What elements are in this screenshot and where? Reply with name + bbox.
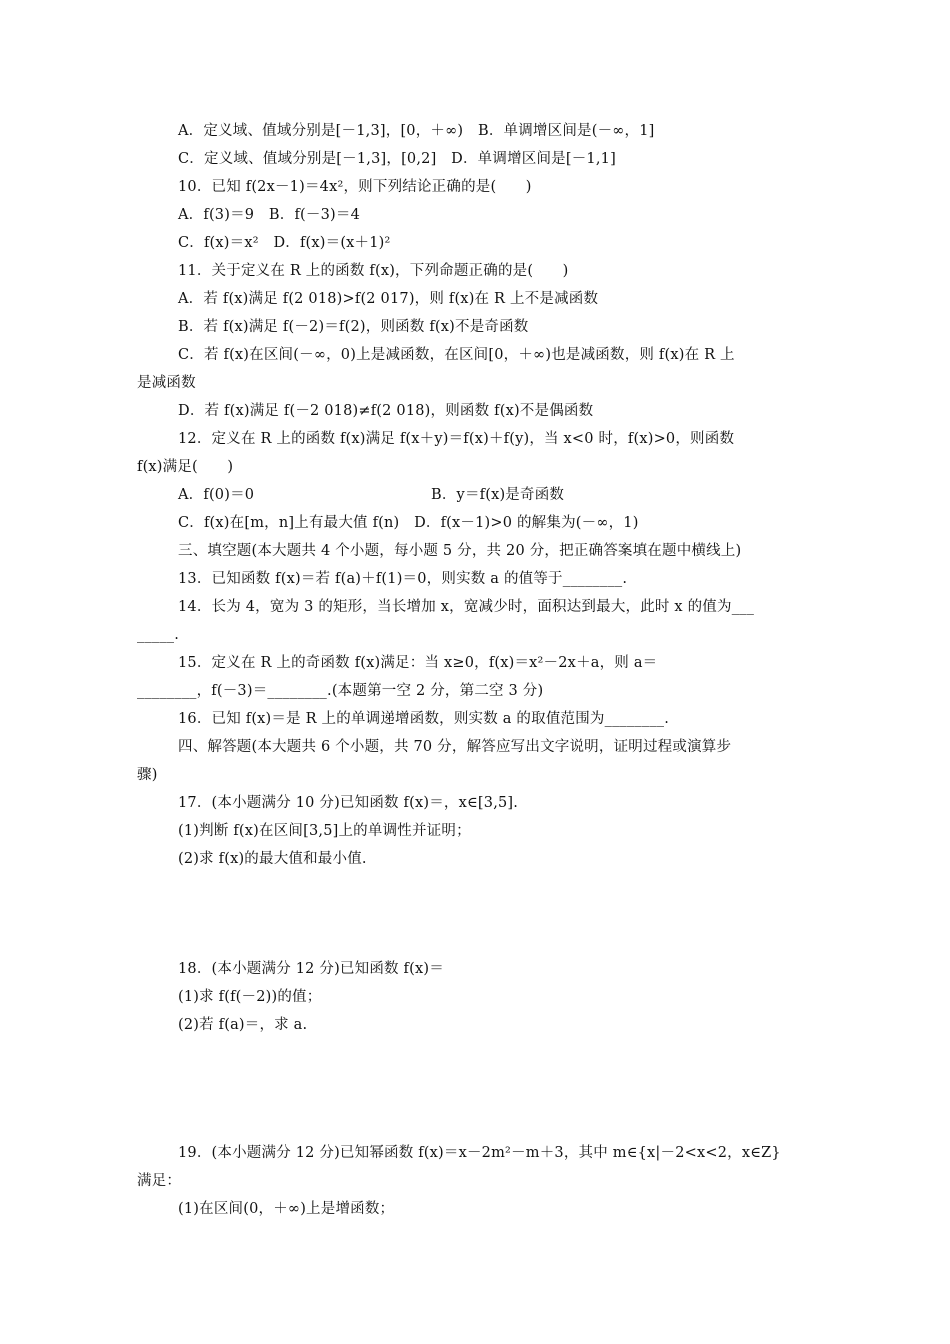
- text-line: 是减函数: [137, 375, 196, 391]
- section-heading-fill: 三、填空题(本大题共 4 个小题，每小题 5 分，共 20 分，把正确答案填在题中横线上): [178, 543, 742, 559]
- text-line: D．若 f(x)满足 f(－2 018)≠f(2 018)，则函数 f(x)不是偶函数: [178, 403, 594, 419]
- question-18: 18．(本小题满分 12 分)已知函数 f(x)＝: [178, 961, 444, 977]
- question-17: 17．(本小题满分 10 分)已知函数 f(x)＝，x∈[3,5].: [178, 795, 519, 811]
- text-line: C．f(x)在[m，n]上有最大值 f(n) D．f(x－1)>0 的解集为(－∞，1): [178, 515, 639, 531]
- text-line: 满足：: [137, 1173, 182, 1189]
- text-line: (1)在区间(0，＋∞)上是增函数；: [178, 1201, 395, 1217]
- text-line: A．定义域、值域分别是[－1,3]，[0，＋∞) B．单调增区间是(－∞，1]: [178, 123, 655, 139]
- text-line: [178, 482, 778, 508]
- question-16: 16．已知 f(x)＝是 R 上的单调递增函数，则实数 a 的取值范围为________.: [178, 711, 670, 727]
- text-line: A．f(3)＝9 B．f(－3)＝4: [178, 207, 360, 223]
- question-14: 14．长为 4，宽为 3 的矩形，当长增加 x，宽减少时，面积达到最大，此时 x 的值为___: [178, 599, 755, 615]
- option-a: A．f(0)＝0: [178, 487, 255, 503]
- text-line: C．若 f(x)在区间(－∞，0)上是减函数，在区间[0，＋∞)也是减函数，则 f(x)在 R 上: [178, 347, 735, 363]
- text-line: A．若 f(x)满足 f(2 018)>f(2 017)，则 f(x)在 R 上不是减函数: [178, 291, 599, 307]
- text-line: f(x)满足( ): [137, 459, 234, 475]
- option-b: B．y＝f(x)是奇函数: [431, 487, 565, 503]
- text-line: (1)求 f(f(－2))的值；: [178, 989, 322, 1005]
- question-15: 15．定义在 R 上的奇函数 f(x)满足：当 x≥0，f(x)＝x²－2x＋a，则 a＝: [178, 655, 658, 671]
- text-line: 骤): [137, 767, 158, 783]
- question-12: 12．定义在 R 上的函数 f(x)满足 f(x＋y)＝f(x)＋f(y)，当 x<0 时，f(x)>0，则函数: [178, 431, 735, 447]
- question-13: 13．已知函数 f(x)＝若 f(a)＋f(1)＝0，则实数 a 的值等于________.: [178, 571, 628, 587]
- section-heading-answer: 四、解答题(本大题共 6 个小题，共 70 分，解答应写出文字说明，证明过程或演算步: [178, 739, 732, 755]
- text-line: (2)若 f(a)＝，求 a.: [178, 1017, 308, 1033]
- question-10: 10．已知 f(2x－1)＝4x²，则下列结论正确的是( ): [178, 179, 532, 195]
- text-line: ________，f(－3)＝________.(本题第一空 2 分，第二空 3 分): [137, 683, 544, 699]
- text-line: (2)求 f(x)的最大值和最小值.: [178, 851, 367, 867]
- text-line: C．定义域、值域分别是[－1,3]，[0,2] D．单调增区间是[－1,1]: [178, 151, 616, 167]
- text-line: B．若 f(x)满足 f(－2)＝f(2)，则函数 f(x)不是奇函数: [178, 319, 529, 335]
- text-line: _____.: [137, 627, 180, 643]
- question-11: 11．关于定义在 R 上的函数 f(x)，下列命题正确的是( ): [178, 263, 569, 279]
- question-19: 19．(本小题满分 12 分)已知幂函数 f(x)＝x－2m²－m＋3，其中 m∈{x|－2<x<2，x∈Z}: [178, 1145, 781, 1161]
- text-line: C．f(x)＝x² D．f(x)＝(x＋1)²: [178, 235, 391, 251]
- text-line: (1)判断 f(x)在区间[3,5]上的单调性并证明；: [178, 823, 471, 839]
